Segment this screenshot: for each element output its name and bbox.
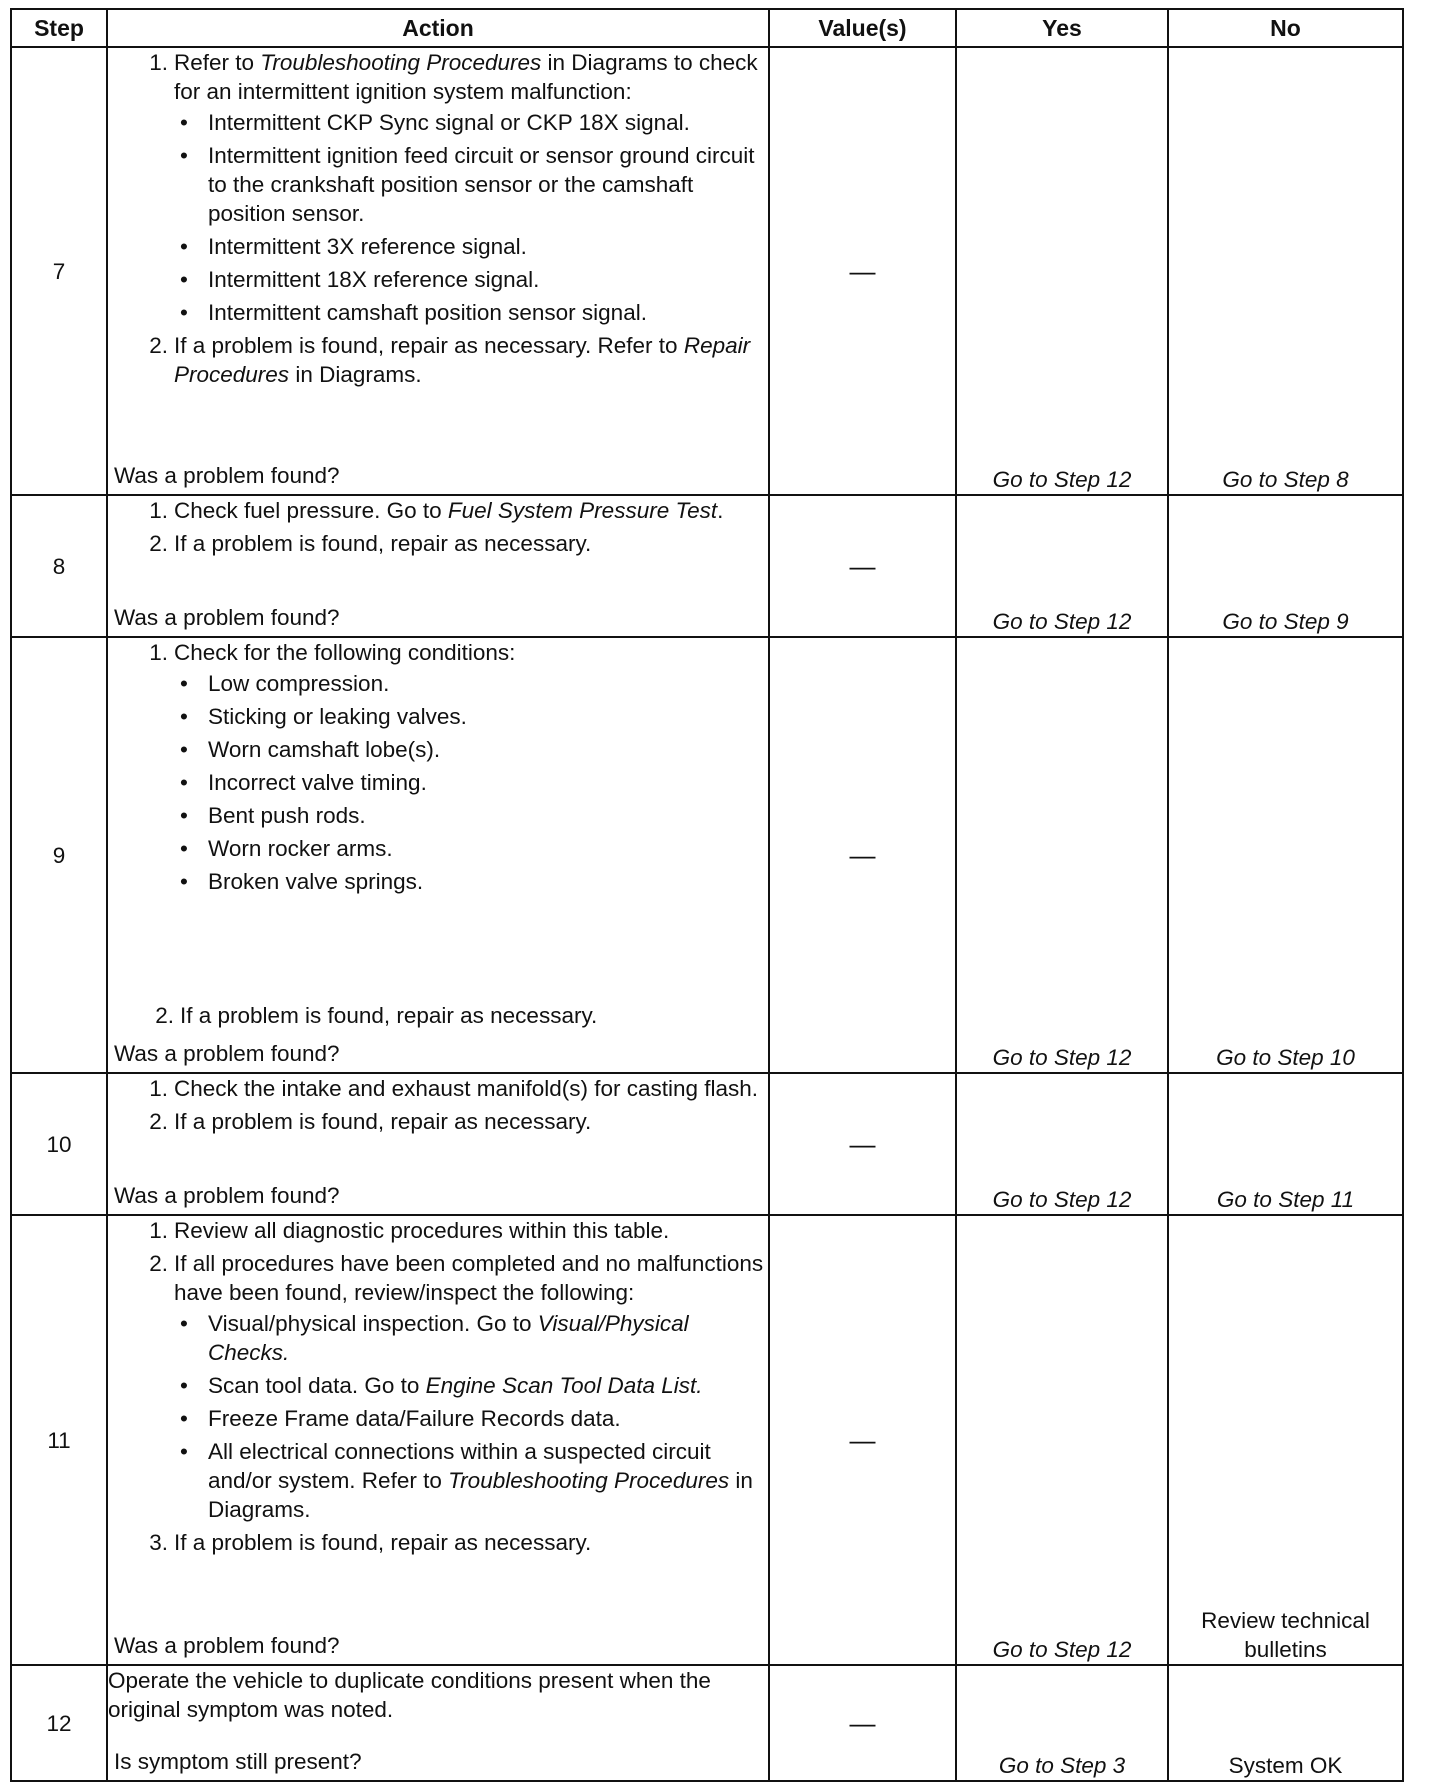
action-cell bbox=[107, 1215, 769, 1665]
bullet-item: • Intermittent CKP Sync signal or CKP 18X signal. bbox=[180, 110, 690, 135]
no-cell: Review technical bulletins bbox=[1168, 1215, 1403, 1665]
row-question: Was a problem found? bbox=[114, 605, 340, 630]
table-row bbox=[11, 1665, 1403, 1781]
action-text: Operate the vehicle to duplicate conditions present when the original symptom was noted. bbox=[108, 1668, 711, 1722]
row-question: Was a problem found? bbox=[114, 1183, 340, 1208]
table-row bbox=[11, 47, 1403, 495]
header-action: Action bbox=[107, 9, 769, 47]
row-question: Was a problem found? bbox=[114, 1633, 340, 1658]
table-row bbox=[11, 495, 1403, 637]
no-cell: Go to Step 8 bbox=[1168, 47, 1403, 495]
action-cell bbox=[107, 1073, 769, 1215]
action-item: 1. Refer to Troubleshooting Procedures in Diagrams to check for an intermittent ignition system malfunction: • Intermittent CKP Sync signal or CKP 18X signal. • Intermittent ignition feed circuit or sensor ground circuit to the crankshaft position sensor or the camshaft position sensor. • Intermittent 3X reference signal. • Intermittent 18X reference signal. • Intermittent camshaft position sensor signal. bbox=[108, 48, 768, 327]
value-cell: — bbox=[769, 1665, 956, 1781]
action-item: 2. If a problem is found, repair as necessary. bbox=[149, 1109, 592, 1134]
action-item: 1. Check for the following conditions: • Low compression. • Sticking or leaking valves. • Worn camshaft lobe(s). • Incorrect valve timing. • Bent push rods. • Worn rocker arms. • Broken valve springs. bbox=[108, 638, 768, 896]
no-cell: Go to Step 9 bbox=[1168, 495, 1403, 637]
bullet-item: • Bent push rods. bbox=[180, 803, 366, 828]
action-item: 2. If a problem is found, repair as necessary. Refer to Repair Procedures in Diagrams. bbox=[149, 333, 751, 387]
yes-cell: Go to Step 12 bbox=[956, 495, 1168, 637]
action-cell bbox=[107, 1665, 769, 1781]
bullet-item: • All electrical connections within a suspected circuit and/or system. Refer to Troubleshooting Procedures in Diagrams. bbox=[180, 1439, 753, 1522]
bullet-item: • Incorrect valve timing. bbox=[180, 770, 427, 795]
table-row bbox=[11, 637, 1403, 1073]
step-number: 7 bbox=[11, 47, 107, 495]
table-row bbox=[11, 1215, 1403, 1665]
header-step: Step bbox=[11, 9, 107, 47]
table-row bbox=[11, 1073, 1403, 1215]
bullet-item: • Visual/physical inspection. Go to Visual/Physical Checks. bbox=[180, 1311, 689, 1365]
step-number: 10 bbox=[11, 1073, 107, 1215]
step-number: 12 bbox=[11, 1665, 107, 1781]
bullet-item: • Scan tool data. Go to Engine Scan Tool Data List. bbox=[180, 1373, 703, 1398]
row-question: Is symptom still present? bbox=[114, 1749, 362, 1774]
value-cell: — bbox=[769, 495, 956, 637]
value-cell: — bbox=[769, 1215, 956, 1665]
no-cell: System OK bbox=[1168, 1665, 1403, 1781]
value-cell: — bbox=[769, 637, 956, 1073]
no-cell: Go to Step 10 bbox=[1168, 637, 1403, 1073]
value-cell: — bbox=[769, 47, 956, 495]
bullet-item: • Intermittent ignition feed circuit or sensor ground circuit to the crankshaft position sensor or the camshaft position sensor. bbox=[180, 143, 755, 226]
yes-cell: Go to Step 3 bbox=[956, 1665, 1168, 1781]
action-item: 1. Review all diagnostic procedures within this table. bbox=[149, 1218, 670, 1243]
bullet-item: • Broken valve springs. bbox=[180, 869, 424, 894]
row-question: Was a problem found? bbox=[114, 463, 340, 488]
step-number: 8 bbox=[11, 495, 107, 637]
action-item: 3. If a problem is found, repair as necessary. bbox=[149, 1530, 592, 1555]
action-item: 2. If a problem is found, repair as necessary. bbox=[155, 1003, 598, 1028]
action-cell bbox=[107, 47, 769, 495]
bullet-item: • Freeze Frame data/Failure Records data. bbox=[180, 1406, 621, 1431]
step-number: 9 bbox=[11, 637, 107, 1073]
action-cell bbox=[107, 637, 769, 1073]
header-yes: Yes bbox=[956, 9, 1168, 47]
yes-cell: Go to Step 12 bbox=[956, 1073, 1168, 1215]
diagnostic-table bbox=[10, 8, 1404, 1782]
yes-cell: Go to Step 12 bbox=[956, 637, 1168, 1073]
bullet-item: • Worn rocker arms. bbox=[180, 836, 393, 861]
action-item: 2. If all procedures have been completed and no malfunctions have been found, review/inspect the following: • Visual/physical inspection. Go to Visual/Physical Checks. • Scan tool data. Go to Engine Scan Tool Data List. • Freeze Frame data/Failure Records data. • All electrical connections within a suspected circuit and/or system. Refer to Troubleshooting Procedures in Diagrams. bbox=[108, 1249, 768, 1524]
header-row bbox=[11, 9, 1403, 47]
action-item: 1. Check the intake and exhaust manifold(s) for casting flash. bbox=[149, 1076, 759, 1101]
yes-cell: Go to Step 12 bbox=[956, 1215, 1168, 1665]
row-question: Was a problem found? bbox=[114, 1041, 340, 1066]
bullet-item: • Sticking or leaking valves. bbox=[180, 704, 467, 729]
bullet-item: • Intermittent 18X reference signal. bbox=[180, 267, 540, 292]
step-number: 11 bbox=[11, 1215, 107, 1665]
action-item: 1. Check fuel pressure. Go to Fuel System Pressure Test. bbox=[149, 498, 724, 523]
bullet-item: • Intermittent camshaft position sensor signal. bbox=[180, 300, 647, 325]
bullet-item: • Intermittent 3X reference signal. bbox=[180, 234, 527, 259]
yes-cell: Go to Step 12 bbox=[956, 47, 1168, 495]
header-no: No bbox=[1168, 9, 1403, 47]
action-cell bbox=[107, 495, 769, 637]
bullet-item: • Worn camshaft lobe(s). bbox=[180, 737, 441, 762]
value-cell: — bbox=[769, 1073, 956, 1215]
no-cell: Go to Step 11 bbox=[1168, 1073, 1403, 1215]
bullet-item: • Low compression. bbox=[180, 671, 390, 696]
header-values: Value(s) bbox=[769, 9, 956, 47]
action-item: 2. If a problem is found, repair as necessary. bbox=[149, 531, 592, 556]
